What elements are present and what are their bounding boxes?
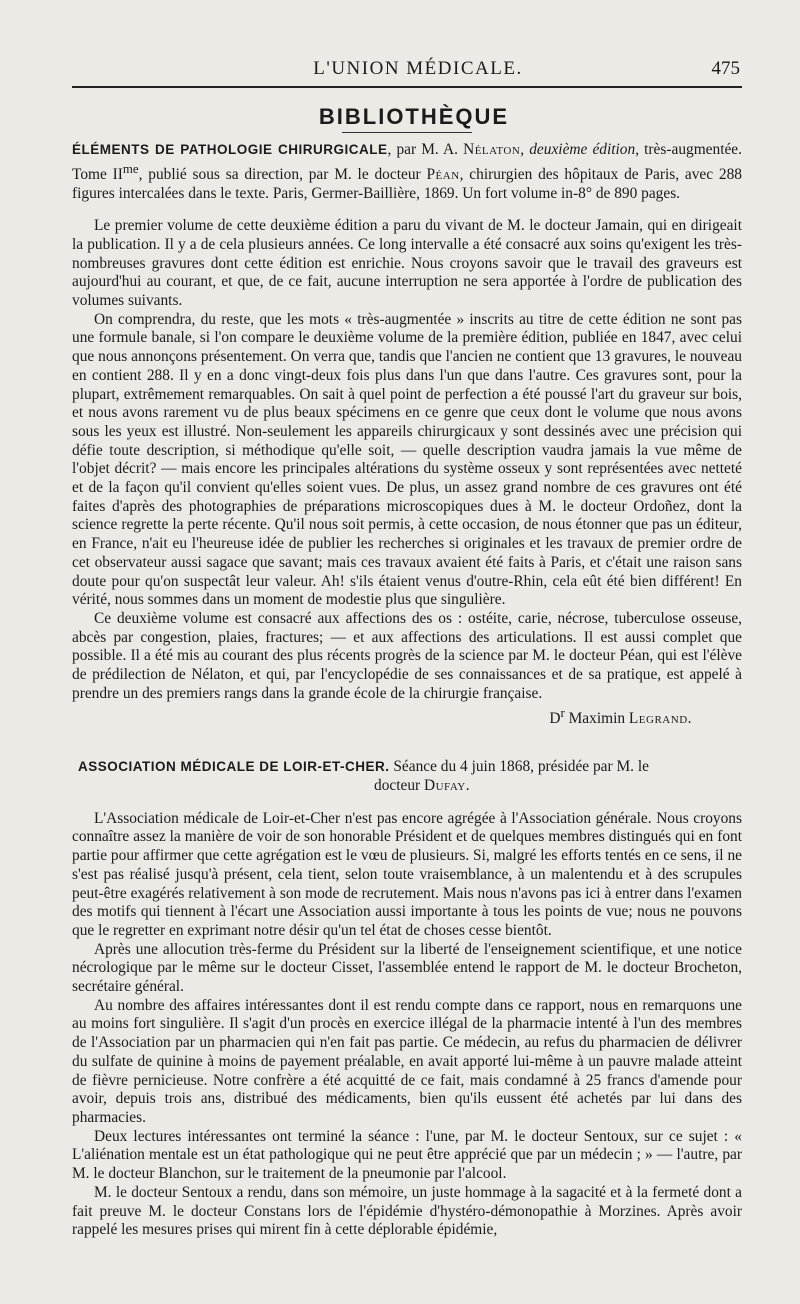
running-title: L'UNION MÉDICALE.	[313, 58, 523, 79]
review-signature	[72, 704, 742, 729]
review-paragraph: Le premier volume de cette deuxième édition a paru du vivant de M. le docteur Jamain, qui en dirigeait la publication. Il y a de cela plusieurs années. Ce long intervalle a été consacré aux soins qu'exigent les très-nombreuses gravures dont cette édition est enrichie. Nous croyons savoir que le travail des graveurs est aujourd'hui au courant, et que, de ce fait, aucune interruption ne sera apportée à l'ordre de publication des volumes suivants.	[72, 217, 742, 310]
review-paragraph: On comprendra, du reste, que les mots « très-augmentée » inscrits au titre de cette édition ne sont pas une formule banale, si l'on compare le deuxième volume de la première édition, publiée en 1847, avec celui que nous annonçons présentement. On verra que, tandis que l'ancien ne contient que 13 gravures, le nouveau en contient 288. Il y en a donc vingt-deux fois plus dans l'un que dans l'autre. Ces gravures sont, pour la plupart, extrêmement remarquables. On sait à quel point de perfection a été poussé l'art du graveur sur bois, et nous avons rarement vu de plus beaux spécimens en ce genre que ceux dont le volume que nous avons sous les yeux est illustré. Non-seulement les appareils chirurgicaux y sont dessinés avec une précision qui défie toute description, si méthodique qu'elle soit, — quelle description vaudra jamais la vue même de l'objet décrit? — mais encore les principales altérations du système osseux y sont représentées avec netteté et de la façon qu'il convient qu'elles soient vues. De plus, un assez grand nombre de ces gravures ont été faites d'après des photographies de préparations microscopiques dues à M. le docteur Ordoñez, dont la science regrette la perte récente. Qu'il nous soit permis, à cette occasion, de nous étonner que pas un éditeur, en France, n'ait eu l'heureuse idée de publier les recherches si originales et les travaux de premier ordre de cet observateur aussi sagace que savant; mais ces travaux avaient été faits à Paris, et c'était une raison sans doute pour qu'on suspectât leur valeur. Ah! s'ils étaient venus d'outre-Rhin, cela eût été bien différent! En vérité, nous sommes dans un moment de modestie plus que singulière.	[72, 310, 742, 609]
association-paragraph: L'Association médicale de Loir-et-Cher n'est pas encore agrégée à l'Association générale. Nous croyons connaître assez la manière de voir de son honorable Président et de quelques membres distingués qui en font partie pour affirmer que cette agrégation est le vœu de plusieurs. Si, malgré les efforts tentés en ce sens, il ne s'est pas réalisé jusqu'à présent, cela tient, selon toute vraisemblance, à un malentendu et à des scrupules peut-être exagérés relativement à son mode de recrutement. Mais nous n'avons pas ici à entrer dans l'examen des motifs qui tiennent à l'écart une Association aussi importante à tous les points de vue; nous ne pouvons que le regretter en exprimant notre désir qu'un tel état de choses cesse bientôt.	[72, 809, 742, 939]
association-paragraph: Au nombre des affaires intéressantes dont il est rendu compte dans ce rapport, nous en remarquons une au moins fort singulière. Il s'agit d'un procès en exercice illégal de la pharmacie intenté à l'un des membres de l'Association par un pharmacien qui n'en fait pas partie. Ce médecin, au refus du pharmacien de délivrer du sulfate de quinine à moins de payement préalable, en avait apporté lui-même à un pauvre malade atteint de fièvre pernicieuse. Notre confrère a été acquitté de ce fait, mais condamné à 25 francs d'amende pour avoir, depuis trois ans, distribué des médicaments, bien qu'ils eussent été achetés par lui dans des pharmacies.	[72, 996, 742, 1126]
association-heading-line2	[78, 777, 742, 796]
association-title: ASSOCIATION MÉDICALE DE LOIR-ET-CHER.	[78, 759, 390, 775]
signature-surname: Legrand.	[628, 709, 692, 727]
tome-superscript: me	[122, 161, 139, 176]
citation-text: , chirurgien des hôpitaux de Paris, avec 288 figures intercalées dans le texte. Paris, Germer-Baillière, 1869. Un fort volume in-8° de 890 pages.	[72, 165, 743, 202]
book-review	[72, 141, 742, 704]
signature-superscript: r	[560, 705, 565, 720]
signature-name: Maximin	[564, 709, 629, 727]
book-citation	[72, 141, 742, 203]
book-edition: deuxième édition	[529, 141, 636, 158]
association-paragraph: Après une allocution très-ferme du Président sur la liberté de l'enseignement scientifique, et une notice nécrologique par le même sur le docteur Cisset, l'assemblée entend le rapport de M. le docteur Brocheton, secrétaire général.	[72, 940, 742, 996]
running-head	[72, 52, 742, 82]
spacer	[72, 203, 742, 217]
association-heading-text: Séance du 4 juin 1868, présidée par M. le	[389, 758, 649, 776]
review-paragraph: Ce deuxième volume est consacré aux affections des os : ostéite, carie, nécrose, tuberculose osseuse, abcès par congestion, plaies, fractures; — et aux affections des articulations. Il est aussi complet que possible. Il a été mis au courant des plus récents progrès de la science par M. le docteur Péan, qui est l'élève de prédilection de Nélaton, et qui, par l'encyclopédie de ses connaissances et de sa pratique, est appelé à prendre un des premiers rangs dans la grande école de la chirurgie française.	[72, 610, 742, 702]
book-director: Péan	[426, 165, 460, 183]
book-author: Nélaton	[463, 141, 521, 158]
citation-text: ,	[520, 141, 530, 158]
header-rule	[72, 86, 742, 88]
association-paragraph: M. le docteur Sentoux a rendu, dans son mémoire, un juste hommage à la sagacité et à la fermeté dont a fait preuve M. le docteur Constans lors de l'épidémie d'hystéro-démonopathie à Morzines. Après avoir rappelé les mesures prises qui mirent fin à cette déplorable épidémie,	[72, 1183, 742, 1239]
association-heading-text: docteur	[374, 777, 424, 795]
section-title-rule	[342, 132, 472, 133]
association-president: Dufay.	[424, 777, 471, 795]
citation-text: , très-augmentée. Tome II	[72, 141, 742, 183]
spacer	[72, 796, 742, 810]
page-number: 475	[711, 58, 740, 79]
citation-text: , par M. A.	[387, 141, 464, 158]
association-report	[72, 810, 742, 1240]
signature-prefix: D	[549, 709, 561, 727]
association-heading	[72, 758, 742, 795]
section-title: BIBLIOTHÈQUE	[318, 104, 510, 129]
association-paragraph: Deux lectures intéressantes ont terminé la séance : l'une, par M. le docteur Sentoux, sur ce sujet : « L'aliénation mentale est un état pathologique qui ne peut être apprécié que par un médecin ; » — l'autre, par M. le docteur Blanchon, sur le traitement de la pneumonie par l'alcool.	[72, 1127, 742, 1183]
book-title: ÉLÉMENTS DE PATHOLOGIE CHIRURGICALE	[72, 142, 388, 157]
citation-text: , publié sous sa direction, par M. le docteur	[138, 165, 427, 183]
